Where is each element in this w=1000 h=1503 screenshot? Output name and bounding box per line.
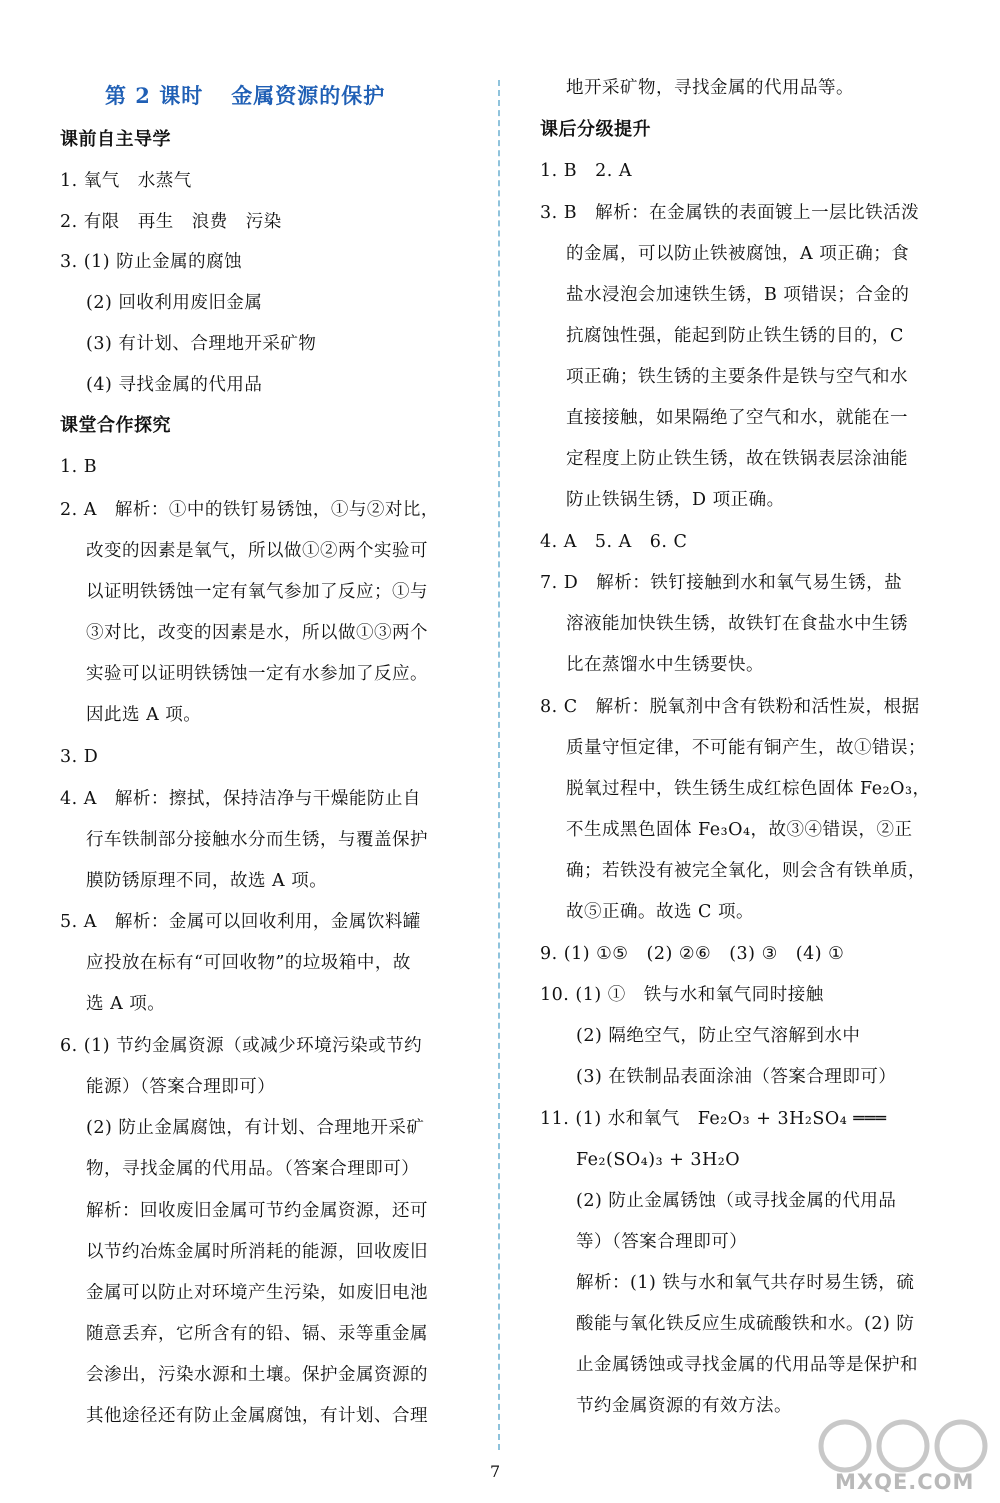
right-text-line: 1. B 2. A	[540, 161, 633, 181]
left-text-line: 随意丢弃，它所含有的铅、镉、汞等重金属	[86, 1324, 428, 1344]
right-text-line: (3) 在铁制品表面涂油（答案合理即可）	[576, 1067, 897, 1087]
left-text-line: 解析：回收废旧金属可节约金属资源，还可	[86, 1201, 428, 1221]
left-text-line: 因此选 A 项。	[86, 705, 202, 725]
left-text-line: 能源）（答案合理即可）	[86, 1077, 276, 1097]
right-text-line: 盐水浸泡会加速铁生锈，B 项错误；合金的	[566, 285, 910, 305]
left-text-line: ③对比，改变的因素是水，所以做①③两个	[86, 623, 428, 643]
lesson-topic: 金属资源的保护	[231, 83, 386, 108]
left-text-line: 5. A 解析：金属可以回收利用，金属饮料罐	[60, 912, 421, 932]
right-text-line: 确；若铁没有被完全氧化，则会含有铁单质，	[566, 861, 926, 881]
right-text-line: (2) 隔绝空气，防止空气溶解到水中	[576, 1026, 861, 1046]
left-text-line: 改变的因素是氧气，所以做①②两个实验可	[86, 541, 428, 561]
left-text-line: 1. 氧气 水蒸气	[60, 171, 192, 191]
right-text-line: 节约金属资源的有效方法。	[576, 1396, 792, 1416]
right-text-line: 抗腐蚀性强，能起到防止铁生锈的目的，C	[566, 326, 904, 346]
watermark-logo	[815, 1418, 995, 1500]
right-text-line: 质量守恒定律，不可能有铜产生，故①错误；	[566, 738, 926, 758]
left-text-line: (2) 回收利用废旧金属	[86, 293, 263, 313]
left-text-line: 6. (1) 节约金属资源（或减少环境污染或节约	[60, 1036, 423, 1056]
right-text-line: 溶液能加快铁生锈，故铁钉在食盐水中生锈	[566, 614, 908, 634]
right-text-line: 11. (1) 水和氧气 Fe₂O₃ + 3H₂SO₄ ═══	[540, 1109, 887, 1129]
right-text-line: 10. (1) ① 铁与水和氧气同时接触	[540, 985, 824, 1005]
left-text-line: 以证明铁锈蚀一定有氧气参加了反应；①与	[86, 582, 428, 602]
column-divider	[498, 80, 500, 1450]
left-text-line: (3) 有计划、合理地开采矿物	[86, 334, 317, 354]
right-text-line: 的金属，可以防止铁被腐蚀，A 项正确；食	[566, 244, 910, 264]
right-text-line: 项正确；铁生锈的主要条件是铁与空气和水	[566, 367, 908, 387]
right-text-line: 定程度上防止铁生锈，故在铁锅表层涂油能	[566, 449, 908, 469]
right-text-line: (2) 防止金属锈蚀（或寻找金属的代用品	[576, 1191, 897, 1211]
left-text-line: 实验可以证明铁锈蚀一定有水参加了反应。	[86, 664, 428, 684]
lesson-title	[105, 80, 465, 110]
right-text-line: 故⑤正确。故选 C 项。	[566, 902, 755, 922]
right-text-line: 等）（答案合理即可）	[576, 1232, 748, 1252]
right-text-line: 8. C 解析：脱氧剂中含有铁粉和活性炭，根据	[540, 697, 920, 717]
right-text-line: 脱氧过程中，铁生锈生成红棕色固体 Fe₂O₃，	[566, 779, 931, 799]
left-text-line: 以节约冶炼金属时所消耗的能源，回收废旧	[86, 1242, 428, 1262]
left-text-line: 课堂合作探究	[60, 415, 171, 436]
left-text-line: 选 A 项。	[86, 994, 166, 1014]
right-text-line: 课后分级提升	[540, 119, 651, 140]
right-text-line: 3. B 解析：在金属铁的表面镀上一层比铁活泼	[540, 203, 920, 223]
right-text-line: 直接接触，如果隔绝了空气和水，就能在一	[566, 408, 908, 428]
watermark-seal-icon	[815, 1418, 995, 1478]
watermark-text: MXQE.COM	[835, 1470, 975, 1494]
right-text-line: 解析：(1) 铁与水和氧气共存时易生锈，硫	[576, 1273, 915, 1293]
right-text-line: 酸能与氧化铁反应生成硫酸铁和水。(2) 防	[576, 1314, 915, 1334]
left-text-line: 1. B	[60, 457, 98, 477]
right-text-line: 4. A 5. A 6. C	[540, 532, 688, 552]
left-text-line: 会渗出，污染水源和土壤。保护金属资源的	[86, 1365, 428, 1385]
left-text-line: 课前自主导学	[60, 129, 171, 150]
right-text-line: Fe₂(SO₄)₃ + 3H₂O	[576, 1150, 741, 1170]
left-text-line: 4. A 解析：擦拭，保持洁净与干燥能防止自	[60, 789, 421, 809]
right-text-line: 防止铁锅生锈，D 项正确。	[566, 490, 785, 510]
left-text-line: 3. D	[60, 747, 99, 767]
left-text-line: 行车铁制部分接触水分而生锈，与覆盖保护	[86, 830, 428, 850]
left-text-line: 应投放在标有“可回收物”的垃圾箱中，故	[86, 953, 411, 973]
left-text-line: 膜防锈原理不同，故选 A 项。	[86, 871, 328, 891]
left-text-line: (4) 寻找金属的代用品	[86, 375, 263, 395]
right-text-line: 比在蒸馏水中生锈要快。	[566, 655, 764, 675]
left-text-line: 其他途径还有防止金属腐蚀，有计划、合理	[86, 1406, 428, 1426]
left-text-line: 2. A 解析：①中的铁钉易锈蚀，①与②对比，	[60, 500, 439, 520]
right-text-line: 9. (1) ①⑤ (2) ②⑥ (3) ③ (4) ①	[540, 944, 845, 964]
right-text-line: 7. D 解析：铁钉接触到水和氧气易生锈，盐	[540, 573, 903, 593]
right-text-line: 止金属锈蚀或寻找金属的代用品等是保护和	[576, 1355, 918, 1375]
page-number: 7	[490, 1462, 501, 1481]
left-text-line: 金属可以防止对环境产生污染，如废旧电池	[86, 1283, 428, 1303]
right-text-line: 不生成黑色固体 Fe₃O₄，故③④错误，②正	[566, 820, 913, 840]
left-text-line: 3. (1) 防止金属的腐蚀	[60, 252, 243, 272]
left-text-line: 物，寻找金属的代用品。（答案合理即可）	[86, 1159, 420, 1179]
left-text-line: 2. 有限 再生 浪费 污染	[60, 212, 282, 232]
right-text-line: 地开采矿物，寻找金属的代用品等。	[566, 78, 854, 98]
lesson-number: 第 2 课时	[105, 83, 204, 108]
left-text-line: (2) 防止金属腐蚀，有计划、合理地开采矿	[86, 1118, 425, 1138]
